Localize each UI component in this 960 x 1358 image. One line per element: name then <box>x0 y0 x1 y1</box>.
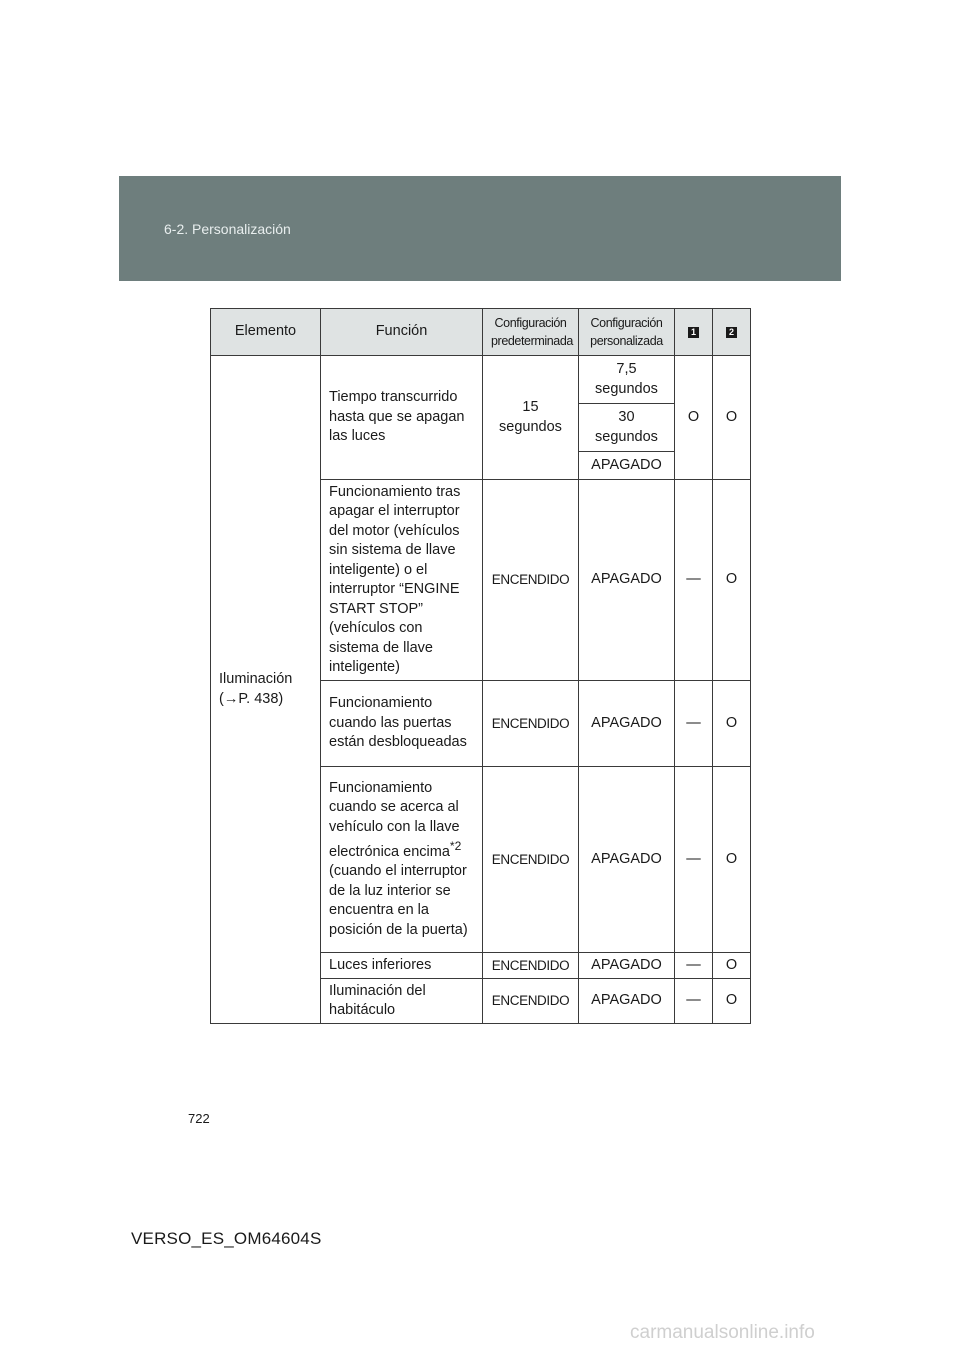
header-funcion: Función <box>321 309 483 356</box>
col2-cell: O <box>713 767 751 953</box>
custom-cell: APAGADO <box>579 979 675 1024</box>
table-header-row <box>211 309 751 356</box>
default-cell: ENCENDIDO <box>483 953 579 979</box>
function-cell: Luces inferiores <box>321 953 483 979</box>
col2-cell: O <box>713 953 751 979</box>
function-cell: Iluminación del habitáculo <box>321 979 483 1024</box>
default-cell: ENCENDIDO <box>483 979 579 1024</box>
customization-table <box>210 308 751 1024</box>
col1-cell: — <box>675 767 713 953</box>
col1-cell: — <box>675 953 713 979</box>
function-text-post: (cuando el interruptor de la luz interior se encuentra en la posición de la puerta) <box>329 863 468 938</box>
col1-cell: — <box>675 979 713 1024</box>
section-title: 6-2. Personalización <box>164 221 291 237</box>
header-badge-2-cell <box>713 309 751 356</box>
col1-cell: — <box>675 681 713 767</box>
col2-cell: O <box>713 979 751 1024</box>
custom-cell: APAGADO <box>579 480 675 681</box>
custom-cell: APAGADO <box>579 767 675 953</box>
header-config-custom: Configuración personalizada <box>579 309 675 356</box>
section-header-band <box>119 176 841 281</box>
element-page-ref: (→P. 438) <box>219 690 284 707</box>
badge-2: 2 <box>726 327 737 338</box>
custom-cell: 30 segundos <box>579 404 675 452</box>
header-config-default: Configuración predeterminada <box>483 309 579 356</box>
function-cell: Funcionamiento tras apagar el interruptor del motor (vehículos sin sistema de llave inteligente) o el interruptor “ENGINE START STOP” (vehículos con sistema de llave inteligente) <box>321 480 483 681</box>
watermark: carmanualsonline.info <box>630 1322 815 1343</box>
header-elemento: Elemento <box>211 309 321 356</box>
header-badge-1-cell <box>675 309 713 356</box>
default-cell: 15 segundos <box>483 356 579 480</box>
col1-cell: O <box>675 356 713 480</box>
function-cell <box>321 767 483 953</box>
default-cell: ENCENDIDO <box>483 480 579 681</box>
document-code: VERSO_ES_OM64604S <box>131 1229 322 1248</box>
element-cell <box>211 356 321 1024</box>
custom-cell: APAGADO <box>579 681 675 767</box>
custom-cell: APAGADO <box>579 953 675 979</box>
function-cell: Funcionamiento cuando las puertas están desbloqueadas <box>321 681 483 767</box>
table-row <box>211 356 751 404</box>
col2-cell: O <box>713 356 751 480</box>
col1-cell: — <box>675 480 713 681</box>
footnote-marker: *2 <box>449 839 462 854</box>
badge-1: 1 <box>688 327 699 338</box>
function-cell: Tiempo transcurrido hasta que se apagan las luces <box>321 356 483 480</box>
page-number: 722 <box>188 1111 210 1126</box>
col2-cell: O <box>713 480 751 681</box>
custom-cell: APAGADO <box>579 452 675 480</box>
col2-cell: O <box>713 681 751 767</box>
function-text-pre: Funcionamiento cuando se acerca al vehículo con la llave electrónica encima <box>329 779 460 860</box>
default-cell: ENCENDIDO <box>483 767 579 953</box>
default-cell: ENCENDIDO <box>483 681 579 767</box>
element-name: Iluminación <box>219 671 293 687</box>
custom-cell: 7,5 segundos <box>579 356 675 404</box>
